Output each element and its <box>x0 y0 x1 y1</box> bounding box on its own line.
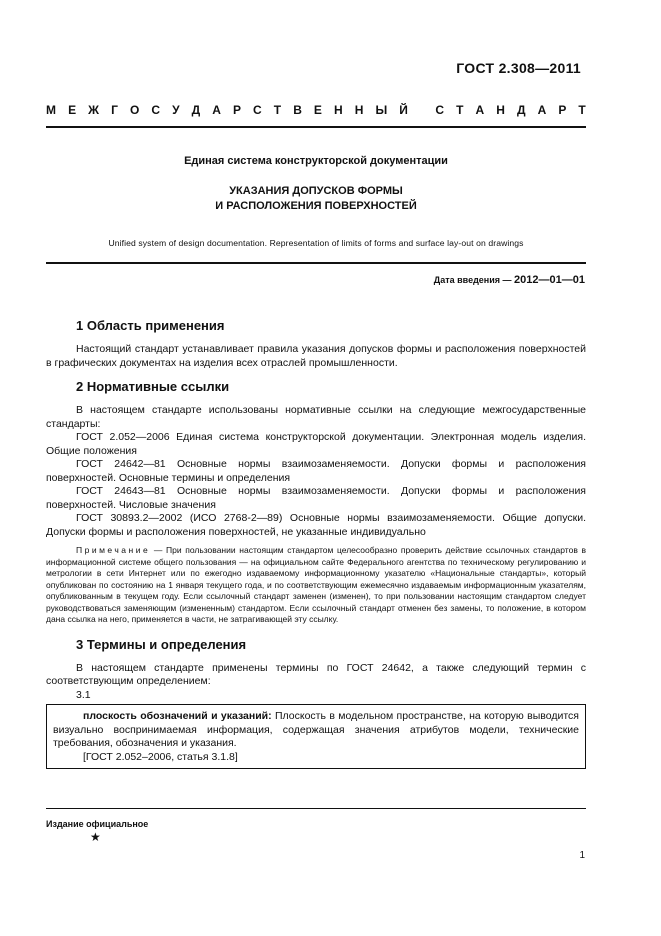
definition-source: [ГОСТ 2.052–2006, статья 3.1.8] <box>83 750 238 763</box>
middle-rule <box>46 262 586 264</box>
reference-item: ГОСТ 24643—81 Основные нормы взаимозаменяемости. Допуски формы и расположения поверхностей. Числовые значения <box>46 485 586 511</box>
standard-title-line2: И РАСПОЛОЖЕНИЯ ПОВЕРХНОСТЕЙ <box>215 200 417 212</box>
heading-letter: Р <box>232 103 241 117</box>
introduction-date-value: 2012—01—01 <box>514 274 585 286</box>
section2-intro: В настоящем стандарте использованы нормативные ссылки на следующие межгосударственные стандарты: <box>46 404 586 430</box>
official-edition-label: Издание официальное <box>46 819 149 829</box>
heading-letter: Ы <box>375 103 388 117</box>
star-icon: ★ <box>90 830 101 844</box>
clause-number: 3.1 <box>76 688 91 701</box>
heading-letter: М <box>46 103 56 117</box>
heading-letter: Д <box>516 103 526 117</box>
definition-body: Плоскость в модельном пространстве, на которую выводится визуально воспринимаемая информация, содержащая значения атрибутов модели, технические требования, обозначения и указания. <box>53 710 579 749</box>
heading-letter: А <box>475 103 485 117</box>
gost-code: ГОСТ 2.308—2011 <box>456 60 581 76</box>
system-title: Единая система конструкторской документации <box>184 155 448 167</box>
heading-letter: Е <box>68 103 77 117</box>
top-rule <box>46 126 586 128</box>
heading-letter: А <box>212 103 221 117</box>
note-label: Примечание <box>76 545 151 555</box>
definition-text <box>53 710 579 751</box>
heading-letter: С <box>253 103 262 117</box>
note <box>46 545 586 626</box>
heading-letter: Н <box>354 103 364 117</box>
section1-heading: 1 Область применения <box>76 318 225 333</box>
page-number: 1 <box>579 850 585 861</box>
reference-item: ГОСТ 30893.2—2002 (ИСО 2768-2—89) Основные нормы взаимозаменяемости. Общие допуски. Допуски формы и расположения поверхностей, не указанные индивидуально <box>46 512 586 538</box>
heading-letter: Й <box>399 103 408 117</box>
definition-term: плоскость обозначений и указаний: <box>83 710 272 722</box>
document-body <box>46 316 586 769</box>
section1-text: Настоящий стандарт устанавливает правила указания допусков формы и расположения поверхностей в графических документах на изделия всех отраслей промышленности. <box>46 343 586 369</box>
heading-letter: О <box>129 103 140 117</box>
standard-type-heading <box>46 103 586 117</box>
introduction-date-label: Дата введения — <box>433 275 512 285</box>
heading-letter: Т <box>273 103 282 117</box>
heading-letter: Д <box>191 103 201 117</box>
heading-letter: У <box>172 103 180 117</box>
standard-title <box>46 184 586 214</box>
definition-box <box>46 704 586 769</box>
heading-letter: Т <box>456 103 464 117</box>
heading-letter: С <box>151 103 161 117</box>
reference-item: ГОСТ 24642—81 Основные нормы взаимозаменяемости. Допуски формы и расположения поверхностей. Основные термины и определения <box>46 458 586 484</box>
section3-intro: В настоящем стандарте применены термины по ГОСТ 24642, а также следующий термин с соответствующим определением: <box>46 661 586 687</box>
introduction-date <box>434 274 585 286</box>
section3-heading: 3 Термины и определения <box>76 636 247 652</box>
heading-letter: Р <box>558 103 567 117</box>
note-text: — При пользовании настоящим стандартом целесообразно проверить действие ссылочных стандартов в информационной системе общего пользования — на официальном сайте Федерального агентства по техническому регулированию и метрологии в сети Интернет или по ежегодно издаваемому информационному указателю «Национальные стандарты», который опубликован по состоянию на 1 января текущего года, и по соответствующим ежемесячно издаваемым информационным указателям, опубликованным в текущем году. Если ссылочный стандарт заменен (изменен), то при пользовании настоящим стандартом следует руководствоваться заменяющим (измененным) стандартом. Если ссылочный стандарт отменен без замены, то положение, в котором дана ссылка на него, применяется в части, не затрагивающей эту ссылку. <box>46 545 586 624</box>
heading-letter: Е <box>313 103 322 117</box>
heading-letter: Ж <box>88 103 99 117</box>
heading-letter <box>420 103 423 117</box>
section2-heading: 2 Нормативные ссылки <box>76 379 230 394</box>
heading-letter: С <box>435 103 445 117</box>
heading-letter: Т <box>578 103 586 117</box>
reference-item: ГОСТ 2.052—2006 Единая система конструкторской документации. Электронная модель изделия. Общие положения <box>46 431 586 457</box>
heading-letter: Н <box>334 103 343 117</box>
bottom-rule <box>46 808 586 809</box>
heading-letter: Г <box>111 103 118 117</box>
standard-title-line1: УКАЗАНИЯ ДОПУСКОВ ФОРМЫ <box>229 185 403 197</box>
heading-letter: В <box>293 103 302 117</box>
english-title: Unified system of design documentation. Representation of limits of forms and surface lay-out on drawings <box>108 238 524 248</box>
heading-letter: Н <box>496 103 505 117</box>
heading-letter: А <box>537 103 547 117</box>
